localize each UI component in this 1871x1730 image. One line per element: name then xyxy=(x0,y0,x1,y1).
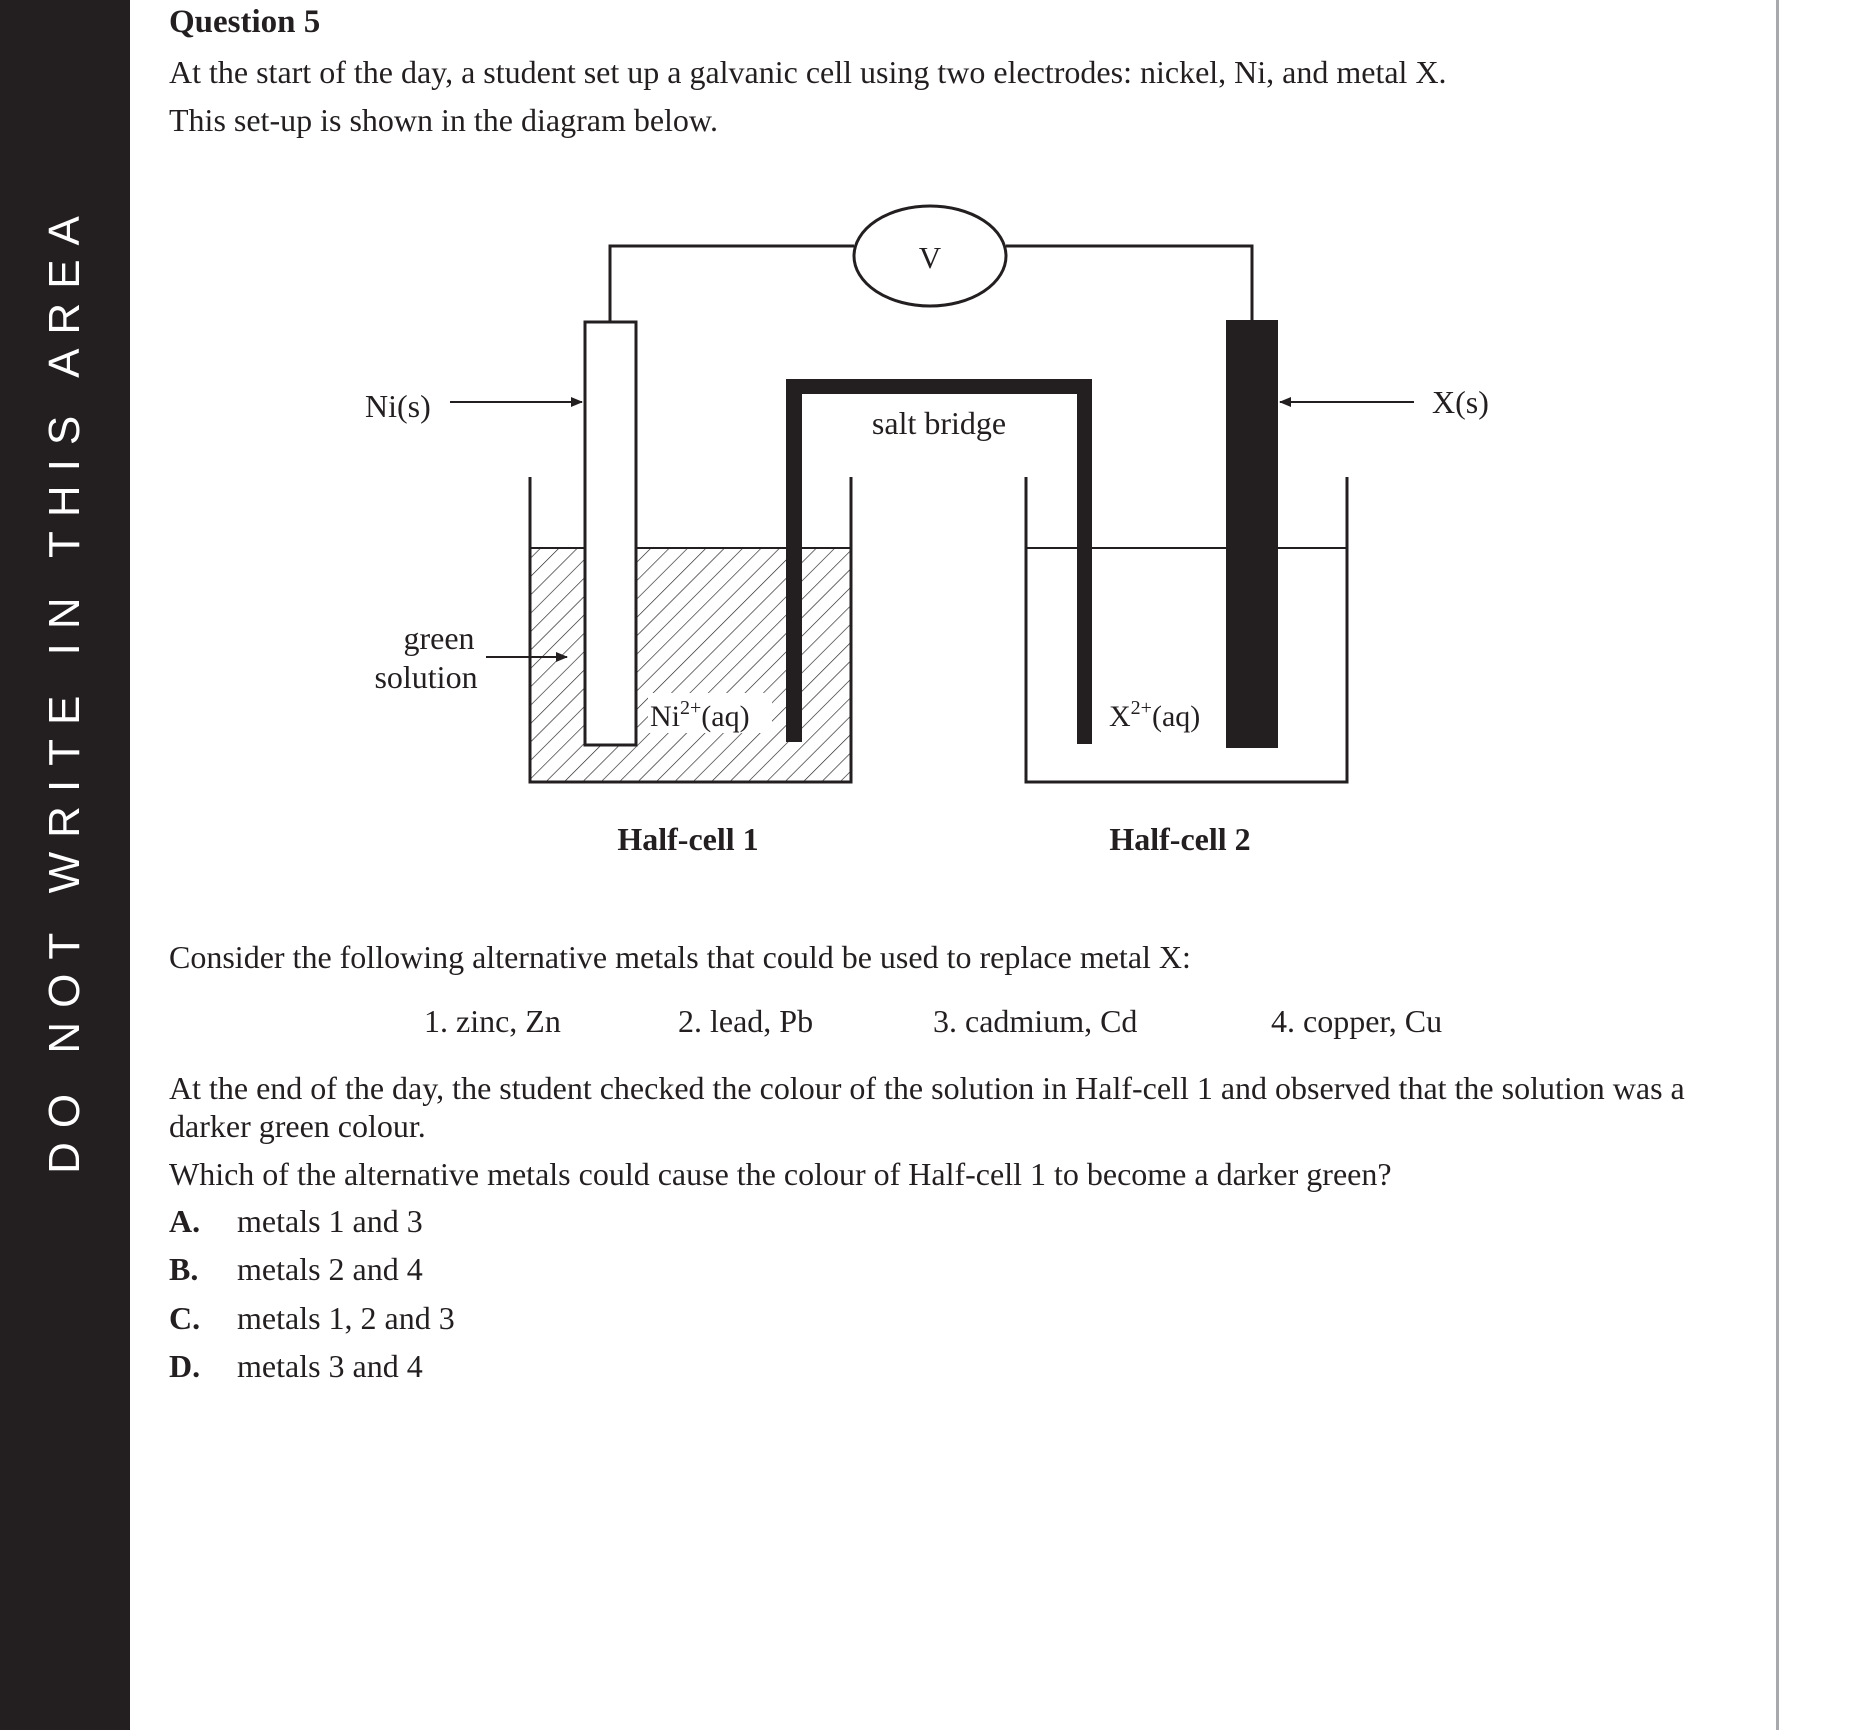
answer-letter: C. xyxy=(169,1300,201,1336)
metal-x-ion-label: $X^{2+}(aq)$ xyxy=(1109,697,1201,733)
answer-text: metals 1, 2 and 3 xyxy=(237,1300,455,1336)
alternative-metals-list xyxy=(169,1003,1749,1043)
question-title: Question 5 xyxy=(169,4,321,40)
half-cell-1-label: Half-cell 1 xyxy=(617,821,759,857)
intro-line-1: At the start of the day, a student set up a galvanic cell using two electrodes: nickel, Ni, and metal X. xyxy=(169,54,1447,90)
answer-option-d xyxy=(169,1348,423,1385)
voltmeter-label: V xyxy=(918,240,942,275)
consider-text: Consider the following alternative metals that could be used to replace metal X: xyxy=(169,939,1191,975)
metal-option-4: 4. copper, Cu xyxy=(1271,1003,1443,1039)
answer-text: metals 2 and 4 xyxy=(237,1251,423,1287)
metal-x-electrode-label: X(s) xyxy=(1432,384,1489,420)
half-cell-2-label: Half-cell 2 xyxy=(1109,821,1251,857)
right-margin-rule xyxy=(1776,0,1779,1730)
answer-text: metals 3 and 4 xyxy=(237,1348,423,1384)
answer-text: metals 1 and 3 xyxy=(237,1203,423,1239)
metal-option-3: 3. cadmium, Cd xyxy=(933,1003,1138,1039)
answer-letter: A. xyxy=(169,1203,201,1239)
half-cell-1-solution xyxy=(530,548,851,782)
answer-option-a xyxy=(169,1203,423,1240)
end-of-day-text: At the end of the day, the student checked the colour of the solution in Half-cell 1 and observed that the solution was a darker green colour. xyxy=(169,1070,1685,1144)
half-cell-2-beaker xyxy=(1026,477,1347,782)
answer-letter: D. xyxy=(169,1348,201,1384)
galvanic-cell-diagram xyxy=(169,0,1749,880)
nickel-electrode xyxy=(585,322,636,745)
nickel-electrode-label: Ni(s) xyxy=(365,388,431,424)
intro-line-2: This set-up is shown in the diagram below. xyxy=(169,102,718,138)
metal-x-electrode xyxy=(1226,320,1278,748)
salt-bridge-label: salt bridge xyxy=(871,405,1007,441)
answer-option-c xyxy=(169,1300,455,1337)
answer-letter: B. xyxy=(169,1251,199,1287)
answer-option-b xyxy=(169,1251,423,1288)
nickel-ion-label: $Ni^{2+}(aq)$ xyxy=(650,697,750,733)
green-solution-label: green solution xyxy=(374,620,478,695)
question-prompt: Which of the alternative metals could cause the colour of Half-cell 1 to become a darker green? xyxy=(169,1156,1392,1192)
margin-bar xyxy=(0,0,130,1730)
metal-option-1: 1. zinc, Zn xyxy=(424,1003,561,1039)
margin-notice: DO NOT WRITE IN THIS AREA xyxy=(40,202,89,1174)
metal-option-2: 2. lead, Pb xyxy=(678,1003,814,1039)
